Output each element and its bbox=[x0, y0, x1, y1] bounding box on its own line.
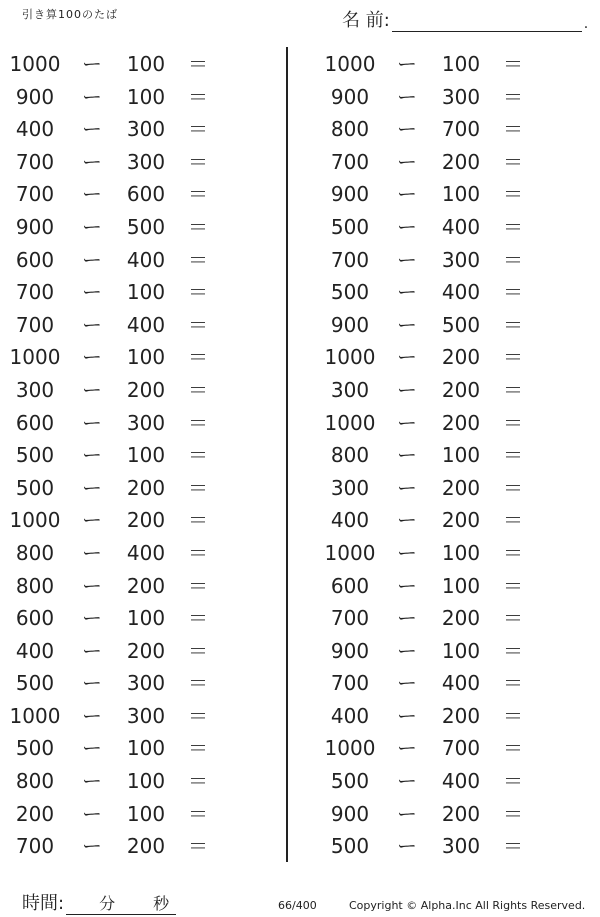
problem-row bbox=[315, 765, 585, 798]
problem-row bbox=[0, 309, 270, 342]
subtrahend: 200 bbox=[441, 703, 481, 728]
equals-sign: ＝ bbox=[503, 573, 523, 598]
problem-row bbox=[0, 146, 270, 179]
subtrahend: 200 bbox=[441, 606, 481, 631]
subtrahend: 300 bbox=[126, 410, 166, 435]
minus-sign: ー bbox=[397, 443, 417, 468]
problem-row bbox=[315, 276, 585, 309]
minuend: 800 bbox=[330, 117, 370, 142]
subtrahend: 600 bbox=[126, 182, 166, 207]
minus-sign: ー bbox=[82, 769, 102, 794]
problem-row bbox=[315, 798, 585, 831]
minuend: 700 bbox=[15, 834, 55, 859]
subtrahend: 100 bbox=[441, 182, 481, 207]
minuend: 400 bbox=[15, 638, 55, 663]
problem-row bbox=[0, 439, 270, 472]
minus-sign: ー bbox=[82, 638, 102, 663]
minus-sign: ー bbox=[82, 410, 102, 435]
subtrahend: 100 bbox=[126, 443, 166, 468]
minuend: 500 bbox=[330, 280, 370, 305]
minuend: 300 bbox=[330, 377, 370, 402]
subtrahend: 100 bbox=[441, 52, 481, 76]
minus-sign: ー bbox=[397, 182, 417, 207]
minus-sign: ー bbox=[82, 834, 102, 859]
subtrahend: 100 bbox=[126, 84, 166, 109]
problem-row bbox=[0, 830, 270, 863]
minuend: 400 bbox=[330, 508, 370, 533]
minus-sign: ー bbox=[82, 540, 102, 565]
minus-sign: ー bbox=[397, 214, 417, 239]
subtrahend: 200 bbox=[441, 345, 481, 370]
minuend: 300 bbox=[15, 377, 55, 402]
minuend: 700 bbox=[330, 149, 370, 174]
minus-sign: ー bbox=[397, 671, 417, 696]
minus-sign: ー bbox=[397, 247, 417, 272]
subtrahend: 100 bbox=[441, 638, 481, 663]
subtrahend: 200 bbox=[126, 475, 166, 500]
minus-sign: ー bbox=[82, 84, 102, 109]
minus-sign: ー bbox=[82, 508, 102, 533]
minus-sign: ー bbox=[397, 736, 417, 761]
minuend: 1000 bbox=[324, 345, 376, 370]
minus-sign: ー bbox=[397, 475, 417, 500]
equals-sign: ＝ bbox=[188, 540, 208, 565]
subtrahend: 200 bbox=[441, 801, 481, 826]
equals-sign: ＝ bbox=[503, 638, 523, 663]
subtrahend: 300 bbox=[126, 671, 166, 696]
equals-sign: ＝ bbox=[188, 214, 208, 239]
minuend: 800 bbox=[15, 540, 55, 565]
problem-row bbox=[315, 244, 585, 277]
minuend: 800 bbox=[330, 443, 370, 468]
minus-sign: ー bbox=[397, 52, 417, 76]
minus-sign: ー bbox=[397, 280, 417, 305]
minuend: 500 bbox=[330, 214, 370, 239]
problem-row bbox=[0, 732, 270, 765]
minuend: 500 bbox=[15, 443, 55, 468]
equals-sign: ＝ bbox=[188, 801, 208, 826]
subtrahend: 100 bbox=[126, 606, 166, 631]
subtrahend: 500 bbox=[441, 312, 481, 337]
subtrahend: 100 bbox=[126, 52, 166, 76]
equals-sign: ＝ bbox=[503, 149, 523, 174]
equals-sign: ＝ bbox=[503, 84, 523, 109]
minus-sign: ー bbox=[82, 573, 102, 598]
problem-row bbox=[315, 570, 585, 603]
minus-sign: ー bbox=[397, 508, 417, 533]
equals-sign: ＝ bbox=[188, 834, 208, 859]
minus-sign: ー bbox=[397, 84, 417, 109]
minus-sign: ー bbox=[397, 540, 417, 565]
subtrahend: 400 bbox=[441, 214, 481, 239]
equals-sign: ＝ bbox=[503, 475, 523, 500]
problem-row bbox=[0, 472, 270, 505]
subtrahend: 400 bbox=[126, 247, 166, 272]
equals-sign: ＝ bbox=[503, 703, 523, 728]
equals-sign: ＝ bbox=[188, 117, 208, 142]
equals-sign: ＝ bbox=[503, 801, 523, 826]
minuend: 900 bbox=[330, 801, 370, 826]
minuend: 900 bbox=[15, 84, 55, 109]
problem-row bbox=[315, 602, 585, 635]
subtrahend: 200 bbox=[441, 149, 481, 174]
minuend: 1000 bbox=[9, 52, 61, 76]
subtrahend: 400 bbox=[441, 769, 481, 794]
minus-sign: ー bbox=[82, 736, 102, 761]
subtrahend: 200 bbox=[126, 573, 166, 598]
problem-row bbox=[0, 602, 270, 635]
problem-row bbox=[0, 798, 270, 831]
equals-sign: ＝ bbox=[188, 606, 208, 631]
equals-sign: ＝ bbox=[503, 769, 523, 794]
minuend: 500 bbox=[330, 769, 370, 794]
problem-row bbox=[315, 341, 585, 374]
equals-sign: ＝ bbox=[188, 312, 208, 337]
subtrahend: 200 bbox=[441, 410, 481, 435]
equals-sign: ＝ bbox=[188, 84, 208, 109]
minuend: 800 bbox=[15, 769, 55, 794]
problem-row bbox=[0, 504, 270, 537]
problem-row bbox=[315, 178, 585, 211]
equals-sign: ＝ bbox=[188, 443, 208, 468]
minuend: 300 bbox=[330, 475, 370, 500]
equals-sign: ＝ bbox=[503, 280, 523, 305]
subtrahend: 200 bbox=[126, 834, 166, 859]
name-label: 名 前: bbox=[342, 10, 390, 31]
problem-row bbox=[0, 81, 270, 114]
subtrahend: 300 bbox=[126, 117, 166, 142]
subtrahend: 500 bbox=[126, 214, 166, 239]
subtrahend: 700 bbox=[441, 736, 481, 761]
problem-row bbox=[315, 667, 585, 700]
equals-sign: ＝ bbox=[503, 606, 523, 631]
minus-sign: ー bbox=[82, 149, 102, 174]
minus-sign: ー bbox=[82, 703, 102, 728]
minus-sign: ー bbox=[397, 377, 417, 402]
minus-sign: ー bbox=[397, 149, 417, 174]
subtrahend: 100 bbox=[126, 769, 166, 794]
problem-row bbox=[315, 732, 585, 765]
equals-sign: ＝ bbox=[503, 247, 523, 272]
minus-sign: ー bbox=[397, 606, 417, 631]
problem-row bbox=[0, 667, 270, 700]
equals-sign: ＝ bbox=[503, 52, 523, 76]
minuend: 1000 bbox=[324, 410, 376, 435]
problem-row bbox=[315, 211, 585, 244]
equals-sign: ＝ bbox=[188, 736, 208, 761]
minus-sign: ー bbox=[82, 606, 102, 631]
subtrahend: 100 bbox=[441, 443, 481, 468]
seconds-label: 秒 bbox=[153, 894, 170, 913]
minus-sign: ー bbox=[82, 182, 102, 207]
minuend: 900 bbox=[330, 638, 370, 663]
subtrahend: 200 bbox=[126, 508, 166, 533]
minus-sign: ー bbox=[397, 801, 417, 826]
minuend: 500 bbox=[330, 834, 370, 859]
minus-sign: ー bbox=[82, 312, 102, 337]
equals-sign: ＝ bbox=[188, 475, 208, 500]
problem-row bbox=[315, 113, 585, 146]
equals-sign: ＝ bbox=[188, 52, 208, 76]
minus-sign: ー bbox=[397, 703, 417, 728]
equals-sign: ＝ bbox=[503, 671, 523, 696]
minus-sign: ー bbox=[82, 52, 102, 76]
equals-sign: ＝ bbox=[503, 345, 523, 370]
equals-sign: ＝ bbox=[188, 508, 208, 533]
equals-sign: ＝ bbox=[188, 247, 208, 272]
minus-sign: ー bbox=[397, 410, 417, 435]
minuend: 500 bbox=[15, 671, 55, 696]
copyright-notice: Copyright © Alpha.Inc All Rights Reserved. bbox=[349, 899, 586, 912]
subtrahend: 100 bbox=[126, 345, 166, 370]
problem-row bbox=[0, 178, 270, 211]
equals-sign: ＝ bbox=[188, 638, 208, 663]
minuend: 900 bbox=[15, 214, 55, 239]
equals-sign: ＝ bbox=[188, 182, 208, 207]
minuend: 700 bbox=[330, 606, 370, 631]
left-problem-column bbox=[0, 48, 270, 863]
subtrahend: 200 bbox=[126, 638, 166, 663]
minuend: 600 bbox=[15, 606, 55, 631]
minuend: 200 bbox=[15, 801, 55, 826]
minuend: 1000 bbox=[9, 345, 61, 370]
problem-row bbox=[0, 113, 270, 146]
subtrahend: 100 bbox=[441, 540, 481, 565]
minus-sign: ー bbox=[82, 117, 102, 142]
subtrahend: 100 bbox=[126, 736, 166, 761]
subtrahend: 400 bbox=[126, 312, 166, 337]
subtrahend: 400 bbox=[441, 671, 481, 696]
problem-row bbox=[315, 309, 585, 342]
subtrahend: 300 bbox=[441, 247, 481, 272]
minus-sign: ー bbox=[397, 638, 417, 663]
subtrahend: 300 bbox=[126, 703, 166, 728]
subtrahend: 100 bbox=[126, 280, 166, 305]
minuend: 1000 bbox=[324, 736, 376, 761]
problem-row bbox=[315, 439, 585, 472]
minuend: 600 bbox=[330, 573, 370, 598]
minuend: 1000 bbox=[324, 540, 376, 565]
minus-sign: ー bbox=[82, 214, 102, 239]
minuend: 1000 bbox=[9, 703, 61, 728]
equals-sign: ＝ bbox=[503, 377, 523, 402]
problem-row bbox=[0, 48, 270, 81]
name-end-mark: . bbox=[583, 16, 589, 32]
problem-row bbox=[0, 570, 270, 603]
minuend: 400 bbox=[330, 703, 370, 728]
problem-row bbox=[0, 211, 270, 244]
problem-row bbox=[315, 472, 585, 505]
equals-sign: ＝ bbox=[503, 182, 523, 207]
subtrahend: 300 bbox=[441, 84, 481, 109]
minuend: 700 bbox=[330, 671, 370, 696]
minus-sign: ー bbox=[82, 443, 102, 468]
problem-row bbox=[315, 146, 585, 179]
equals-sign: ＝ bbox=[188, 280, 208, 305]
problem-row bbox=[0, 537, 270, 570]
equals-sign: ＝ bbox=[188, 149, 208, 174]
problem-row bbox=[0, 244, 270, 277]
problem-row bbox=[315, 635, 585, 668]
subtrahend: 400 bbox=[126, 540, 166, 565]
problem-row bbox=[0, 341, 270, 374]
subtrahend: 200 bbox=[441, 475, 481, 500]
minus-sign: ー bbox=[397, 117, 417, 142]
right-problem-column bbox=[315, 48, 585, 863]
subtrahend: 300 bbox=[126, 149, 166, 174]
minuend: 700 bbox=[15, 149, 55, 174]
equals-sign: ＝ bbox=[188, 377, 208, 402]
subtrahend: 700 bbox=[441, 117, 481, 142]
minuend: 700 bbox=[15, 280, 55, 305]
subtrahend: 100 bbox=[441, 573, 481, 598]
minus-sign: ー bbox=[397, 769, 417, 794]
name-field bbox=[342, 6, 588, 32]
minus-sign: ー bbox=[82, 280, 102, 305]
minuend: 900 bbox=[330, 84, 370, 109]
problem-row bbox=[315, 48, 585, 81]
problem-row bbox=[0, 765, 270, 798]
equals-sign: ＝ bbox=[188, 671, 208, 696]
worksheet-title: 引き算100のたば bbox=[22, 8, 118, 21]
minus-sign: ー bbox=[397, 834, 417, 859]
minuend: 1000 bbox=[9, 508, 61, 533]
minuend: 500 bbox=[15, 736, 55, 761]
minus-sign: ー bbox=[397, 345, 417, 370]
problem-row bbox=[0, 276, 270, 309]
problem-row bbox=[315, 81, 585, 114]
minus-sign: ー bbox=[82, 671, 102, 696]
subtrahend: 400 bbox=[441, 280, 481, 305]
name-blank-line[interactable] bbox=[392, 11, 582, 32]
minuend: 700 bbox=[15, 182, 55, 207]
problem-row bbox=[315, 504, 585, 537]
equals-sign: ＝ bbox=[188, 769, 208, 794]
time-field bbox=[22, 889, 176, 915]
minus-sign: ー bbox=[397, 312, 417, 337]
minuend: 700 bbox=[330, 247, 370, 272]
problem-row bbox=[0, 374, 270, 407]
minuend: 1000 bbox=[324, 52, 376, 76]
page-number: 66/400 bbox=[278, 899, 317, 912]
equals-sign: ＝ bbox=[503, 443, 523, 468]
minuend: 900 bbox=[330, 182, 370, 207]
problem-row bbox=[315, 374, 585, 407]
minuend: 600 bbox=[15, 247, 55, 272]
problem-row bbox=[315, 700, 585, 733]
minus-sign: ー bbox=[82, 801, 102, 826]
subtrahend: 200 bbox=[126, 377, 166, 402]
time-blank-line[interactable] bbox=[66, 892, 176, 915]
equals-sign: ＝ bbox=[188, 410, 208, 435]
equals-sign: ＝ bbox=[503, 508, 523, 533]
minuend: 700 bbox=[15, 312, 55, 337]
problem-row bbox=[0, 700, 270, 733]
equals-sign: ＝ bbox=[503, 214, 523, 239]
problem-row bbox=[315, 407, 585, 440]
minus-sign: ー bbox=[82, 475, 102, 500]
minuend: 400 bbox=[15, 117, 55, 142]
minutes-label: 分 bbox=[99, 894, 116, 913]
minus-sign: ー bbox=[82, 377, 102, 402]
subtrahend: 200 bbox=[441, 377, 481, 402]
time-label: 時間: bbox=[22, 893, 65, 914]
problem-row bbox=[315, 537, 585, 570]
minuend: 600 bbox=[15, 410, 55, 435]
problem-row bbox=[0, 635, 270, 668]
equals-sign: ＝ bbox=[503, 117, 523, 142]
problem-row bbox=[0, 407, 270, 440]
minus-sign: ー bbox=[82, 345, 102, 370]
subtrahend: 100 bbox=[126, 801, 166, 826]
minuend: 800 bbox=[15, 573, 55, 598]
subtrahend: 300 bbox=[441, 834, 481, 859]
equals-sign: ＝ bbox=[188, 345, 208, 370]
minuend: 900 bbox=[330, 312, 370, 337]
equals-sign: ＝ bbox=[503, 410, 523, 435]
equals-sign: ＝ bbox=[188, 573, 208, 598]
equals-sign: ＝ bbox=[503, 312, 523, 337]
equals-sign: ＝ bbox=[503, 736, 523, 761]
subtrahend: 200 bbox=[441, 508, 481, 533]
problem-row bbox=[315, 830, 585, 863]
minuend: 500 bbox=[15, 475, 55, 500]
column-divider bbox=[286, 47, 288, 862]
equals-sign: ＝ bbox=[503, 834, 523, 859]
equals-sign: ＝ bbox=[188, 703, 208, 728]
minus-sign: ー bbox=[397, 573, 417, 598]
minus-sign: ー bbox=[82, 247, 102, 272]
equals-sign: ＝ bbox=[503, 540, 523, 565]
